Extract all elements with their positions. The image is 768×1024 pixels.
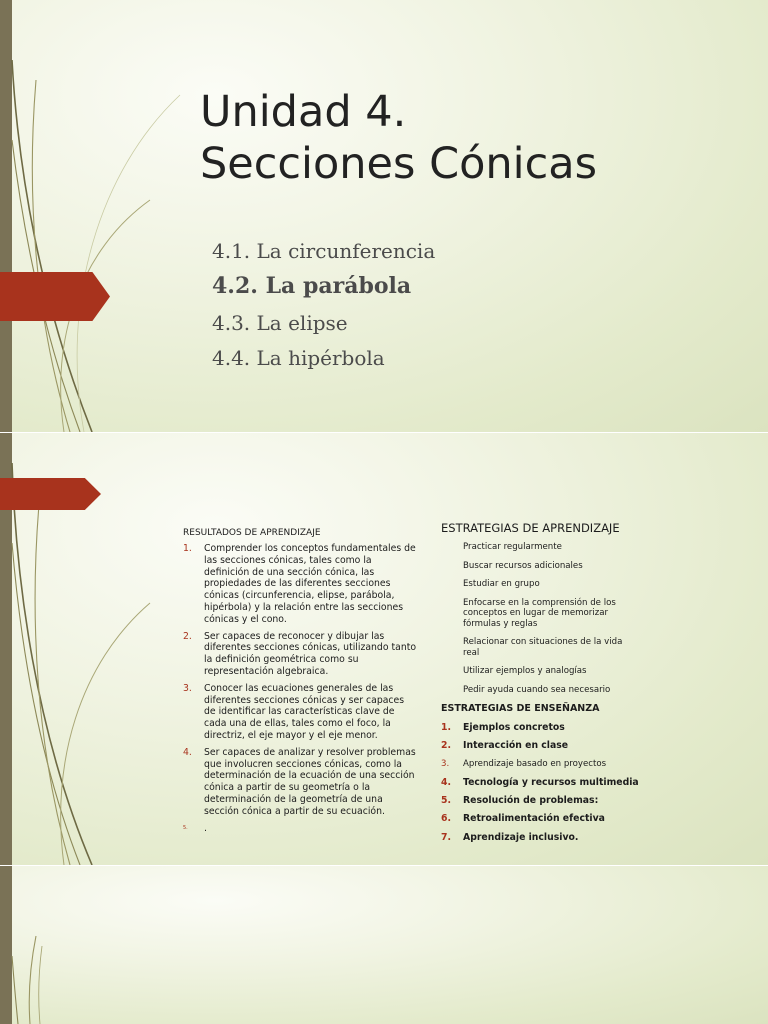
list-item xyxy=(183,747,418,818)
accent-arrow xyxy=(0,272,110,321)
list-item xyxy=(441,598,641,630)
item-number: 4. xyxy=(183,746,192,758)
list-item xyxy=(183,631,418,678)
topic-item-active: 4.2. La parábola xyxy=(212,273,412,299)
item-number: 2. xyxy=(183,630,192,642)
topic-list xyxy=(212,236,435,378)
item-text: Utilizar ejemplos y analogías xyxy=(463,666,587,676)
accent-arrow xyxy=(0,478,101,510)
item-text: Aprendizaje basado en proyectos xyxy=(463,758,607,769)
item-number: 5. xyxy=(441,795,452,807)
list-item xyxy=(441,722,641,733)
estrategias-column xyxy=(441,521,641,850)
list-item xyxy=(441,759,641,770)
title-line-1: Unidad 4. xyxy=(200,87,407,137)
list-item xyxy=(441,637,641,658)
item-text: Pedir ayuda cuando sea necesario xyxy=(463,684,611,695)
estrategias-aprendizaje-list xyxy=(441,542,641,695)
topic-item: 4.4. La hipérbola xyxy=(212,346,385,370)
item-text: Practicar regularmente xyxy=(463,542,562,552)
item-text: Tecnología y recursos multimedia xyxy=(463,776,639,788)
slide-content xyxy=(0,433,768,865)
topic-item: 4.1. La circunferencia xyxy=(212,239,436,263)
item-text: Estudiar en grupo xyxy=(463,579,540,589)
item-number: 3. xyxy=(183,682,192,694)
list-item xyxy=(441,579,641,590)
item-text: Aprendizaje inclusivo. xyxy=(463,831,579,843)
list-item xyxy=(183,683,418,742)
item-number: 5. xyxy=(183,824,188,831)
estrategias-ensenanza-heading: ESTRATEGIAS DE ENSEÑANZA xyxy=(441,703,600,714)
list-item xyxy=(441,795,641,806)
item-number: 2. xyxy=(441,740,452,752)
list-item xyxy=(441,813,641,824)
item-text: Enfocarse en la comprensión de los conceptos en lugar de memorizar fórmulas y reglas xyxy=(463,597,616,629)
item-number: 1. xyxy=(183,543,192,554)
item-text: Buscar recursos adicionales xyxy=(463,560,583,571)
item-text: Comprender los conceptos fundamentales de las secciones cónicas, tales como la definición de una sección cónica, las propiedades de las diferentes secciones cónicas (circunferencia, elipse, parábola, hipérbola) y la relación entre las secciones cónicas y el cono. xyxy=(204,543,416,625)
item-text: Ser capaces de analizar y resolver problemas que involucren secciones cónicas, como la determinación de la ecuación de una sección cónica a partir de su geometría o la determinación de la geometría de una sección cónica a partir de su ecuación. xyxy=(204,746,416,817)
list-item xyxy=(441,666,641,677)
decorative-swoosh xyxy=(0,866,200,1024)
list-item xyxy=(441,832,641,843)
item-text: Interacción en clase xyxy=(463,740,569,752)
item-text: Retroalimentación efectiva xyxy=(463,813,605,825)
item-number: 4. xyxy=(441,776,452,788)
decorative-swoosh xyxy=(0,0,200,432)
item-text: . xyxy=(204,822,207,834)
item-text: Relacionar con situaciones de la vida real xyxy=(463,637,623,658)
list-item xyxy=(441,542,641,553)
item-text: Ser capaces de reconocer y dibujar las diferentes secciones cónicas, utilizando tanto la definición geométrica como su representación algebraica. xyxy=(204,630,417,677)
list-item xyxy=(441,777,641,788)
item-text: Resolución de problemas: xyxy=(463,795,599,807)
item-number: 1. xyxy=(441,722,452,733)
item-number: 6. xyxy=(441,813,452,825)
resultados-heading: RESULTADOS DE APRENDIZAJE xyxy=(183,528,321,538)
page-title xyxy=(200,86,597,190)
item-text: Conocer las ecuaciones generales de las diferentes secciones cónicas y ser capaces de identificar las características clave de cada una de ellas, tales como el foco, la directriz, el eje mayor y el eje menor. xyxy=(204,682,405,741)
item-number: 7. xyxy=(441,831,452,843)
list-item xyxy=(441,685,641,696)
title-line-2: Secciones Cónicas xyxy=(200,139,597,189)
slide-next xyxy=(0,866,768,1024)
resultados-column xyxy=(183,528,418,839)
slide-title xyxy=(0,0,768,432)
item-text: Ejemplos concretos xyxy=(463,722,565,733)
topic-item: 4.3. La elipse xyxy=(212,311,348,335)
list-item xyxy=(441,561,641,572)
list-item xyxy=(441,740,641,751)
resultados-list xyxy=(183,543,418,834)
list-item xyxy=(183,543,418,626)
estrategias-aprendizaje-heading: ESTRATEGIAS DE APRENDIZAJE xyxy=(441,521,620,535)
estrategias-ensenanza-list xyxy=(441,722,641,843)
item-number: 3. xyxy=(441,758,450,769)
list-item xyxy=(183,823,418,835)
